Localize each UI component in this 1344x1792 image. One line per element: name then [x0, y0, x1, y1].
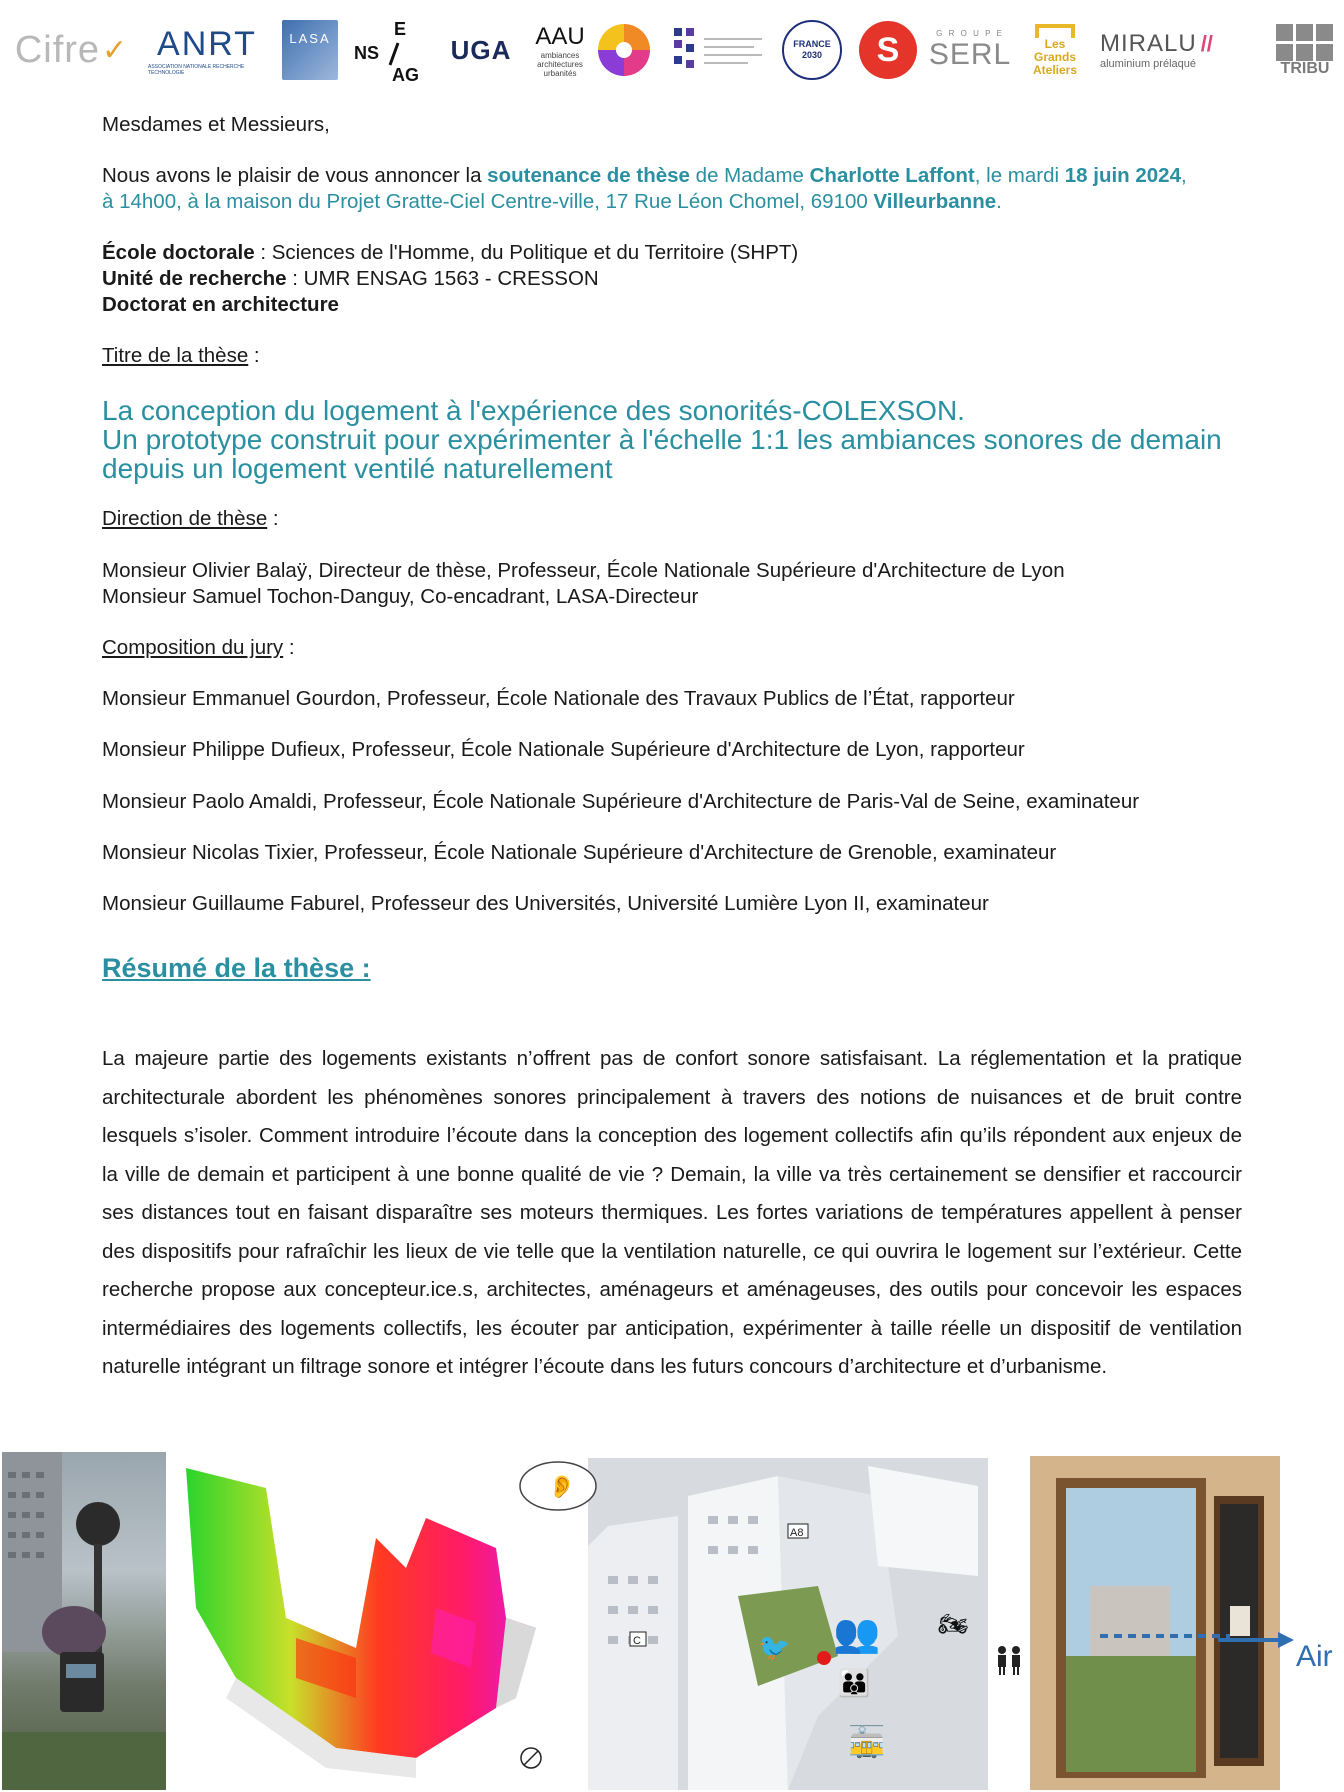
director-1: Monsieur Olivier Balaÿ, Directeur de thèse, Professeur, École Nationale Supérieure d'Architecture de Lyon	[102, 559, 1065, 582]
lasa-logo: LASA	[282, 20, 338, 80]
children-icon	[992, 1642, 1026, 1676]
motorcycle-icon: 🏍	[938, 1611, 969, 1638]
ear-icon: 👂	[548, 1475, 576, 1500]
air-flow-arrow	[1218, 1620, 1298, 1660]
air-label: Air	[1296, 1640, 1333, 1673]
thesis-title-line-2: Un prototype construit pour expérimenter à l'échelle 1:1 les ambiances sonores de demain	[102, 424, 1222, 455]
serl-logo: G R O U P E SERL	[928, 28, 1012, 71]
announcement-line-2: à 14h00, à la maison du Projet Gratte-Ciel Centre-ville, 17 Rue Léon Chomel, 69100 Villeurbanne.	[102, 190, 1002, 213]
announcement	[102, 163, 1242, 215]
svg-text:E: E	[394, 19, 407, 39]
svg-text:C: C	[633, 1635, 641, 1647]
doctoral-info	[102, 240, 1242, 318]
jury-member-1: Monsieur Emmanuel Gourdon, Professeur, École Nationale des Travaux Publics de l’État, rapporteur	[102, 687, 1015, 710]
director-2: Monsieur Samuel Tochon-Danguy, Co-encadrant, LASA-Directeur	[102, 585, 699, 608]
aau-logo: AAU ambiances architectures urbanités	[535, 22, 585, 78]
candidate-name: Charlotte Laffont	[809, 164, 975, 187]
greeting: Mesdames et Messieurs,	[102, 113, 330, 136]
chaire-logo	[668, 14, 768, 86]
thesis-title-line-3: depuis un logement ventilé naturellement	[102, 453, 613, 484]
ensag-mark	[352, 15, 428, 85]
jury-heading: Composition du jury :	[102, 636, 295, 659]
direction-heading: Direction de thèse :	[102, 507, 279, 530]
ecole-doctorale: École doctorale : Sciences de l'Homme, du Politique et du Territoire (SHPT)	[102, 241, 799, 264]
ensag-logo	[352, 14, 428, 86]
people-icon: 👥	[833, 1613, 881, 1655]
defense-city: Villeurbanne	[873, 190, 997, 213]
jury-member-3: Monsieur Paolo Amaldi, Professeur, École Nationale Supérieure d'Architecture de Paris-Val de Seine, examinateur	[102, 790, 1140, 813]
soutenance-text: soutenance de thèse	[487, 164, 690, 187]
grands-ateliers-logo: Les Grands Ateliers	[1024, 14, 1086, 86]
tribu-logo: TRIBU	[1272, 14, 1338, 86]
tram-icon: 🚋	[848, 1726, 886, 1759]
thesis-title	[102, 396, 1302, 483]
jury-member-4: Monsieur Nicolas Tixier, Professeur, École Nationale Supérieure d'Architecture de Grenoble, examinateur	[102, 841, 1057, 864]
bird-icon: 🐦	[758, 1632, 791, 1662]
anrt-logo: ANRT ASSOCIATION NATIONALE RECHERCHE TECHNOLOGIE	[148, 24, 257, 76]
uga-logo: UGA	[450, 34, 512, 65]
miralu-logo: MIRALU // aluminium prélaqué	[1100, 30, 1213, 70]
crowd-icon: 👪	[838, 1668, 871, 1698]
urban-axonometric-figure	[518, 1456, 988, 1790]
listening-point-marker	[817, 1651, 831, 1665]
svg-text:AG: AG	[392, 65, 419, 85]
resume-heading: Résumé de la thèse :	[102, 953, 371, 983]
s-logo: S	[856, 14, 920, 86]
direction-list	[102, 558, 1242, 610]
jury-member-2: Monsieur Philippe Dufieux, Professeur, École Nationale Supérieure d'Architecture de Lyon, rapporteur	[102, 738, 1025, 761]
defense-date: 18 juin 2024	[1064, 164, 1181, 187]
abstract: La majeure partie des logements existants n’offrent pas de confort sonore satisfaisant. La réglementation et la pratique architecturale abordent les phénomènes sonores principalement à travers des notions de nuisances et de bruit contre lesquels s’isoler. Comment introduire l’écoute dans la conception des logement collectifs afin qu’ils répondent aux enjeux de la ville de demain et participent à une bonne qualité de vie ? Demain, la ville va très certainement se densifier et raccourcir ses distances tout en faisant disparaître ses moteurs thermiques. Les fortes variations de températures appellent à penser des dispositifs pour rafraîchir les lieux de vie telle que la ventilation naturelle, ce qui ouvrira le logement sur l’extérieur. Cette recherche propose aux concepteur.ice.s, architectes, aménageurs et aménageuses, des outils pour concevoir les espaces intermédiaires des logements collectifs, les écouter par anticipation, expérimenter à taille réelle un dispositif de ventilation naturelle intégrant un filtrage sonore et intégrer l’écoute dans les futurs concours d’architecture et d’urbanisme.	[102, 1047, 1242, 1378]
microphone-photo	[2, 1452, 166, 1790]
unite-recherche: Unité de recherche : UMR ENSAG 1563 - CRESSON	[102, 267, 599, 290]
france2030-logo: FRANCE 2030	[780, 14, 844, 86]
color-wheel-logo	[594, 14, 654, 86]
thesis-title-line-1: La conception du logement à l'expérience des sonorités-COLEXSON.	[102, 395, 965, 426]
svg-text:NS: NS	[354, 43, 380, 63]
doctorat: Doctorat en architecture	[102, 293, 339, 316]
acoustic-heatmap-figure	[176, 1458, 576, 1784]
announcement-line-1: Nous avons le plaisir de vous annoncer la soutenance de thèse de Madame Charlotte Laffont, le mardi 18 juin 2024,	[102, 164, 1187, 187]
jury-member-5: Monsieur Guillaume Faburel, Professeur des Universités, Université Lumière Lyon II, examinateur	[102, 892, 989, 915]
titre-heading: Titre de la thèse :	[102, 344, 260, 367]
svg-text:A8: A8	[790, 1527, 804, 1539]
cifre-logo: Cifre ✓	[14, 28, 128, 71]
logo-strip	[0, 14, 1344, 86]
